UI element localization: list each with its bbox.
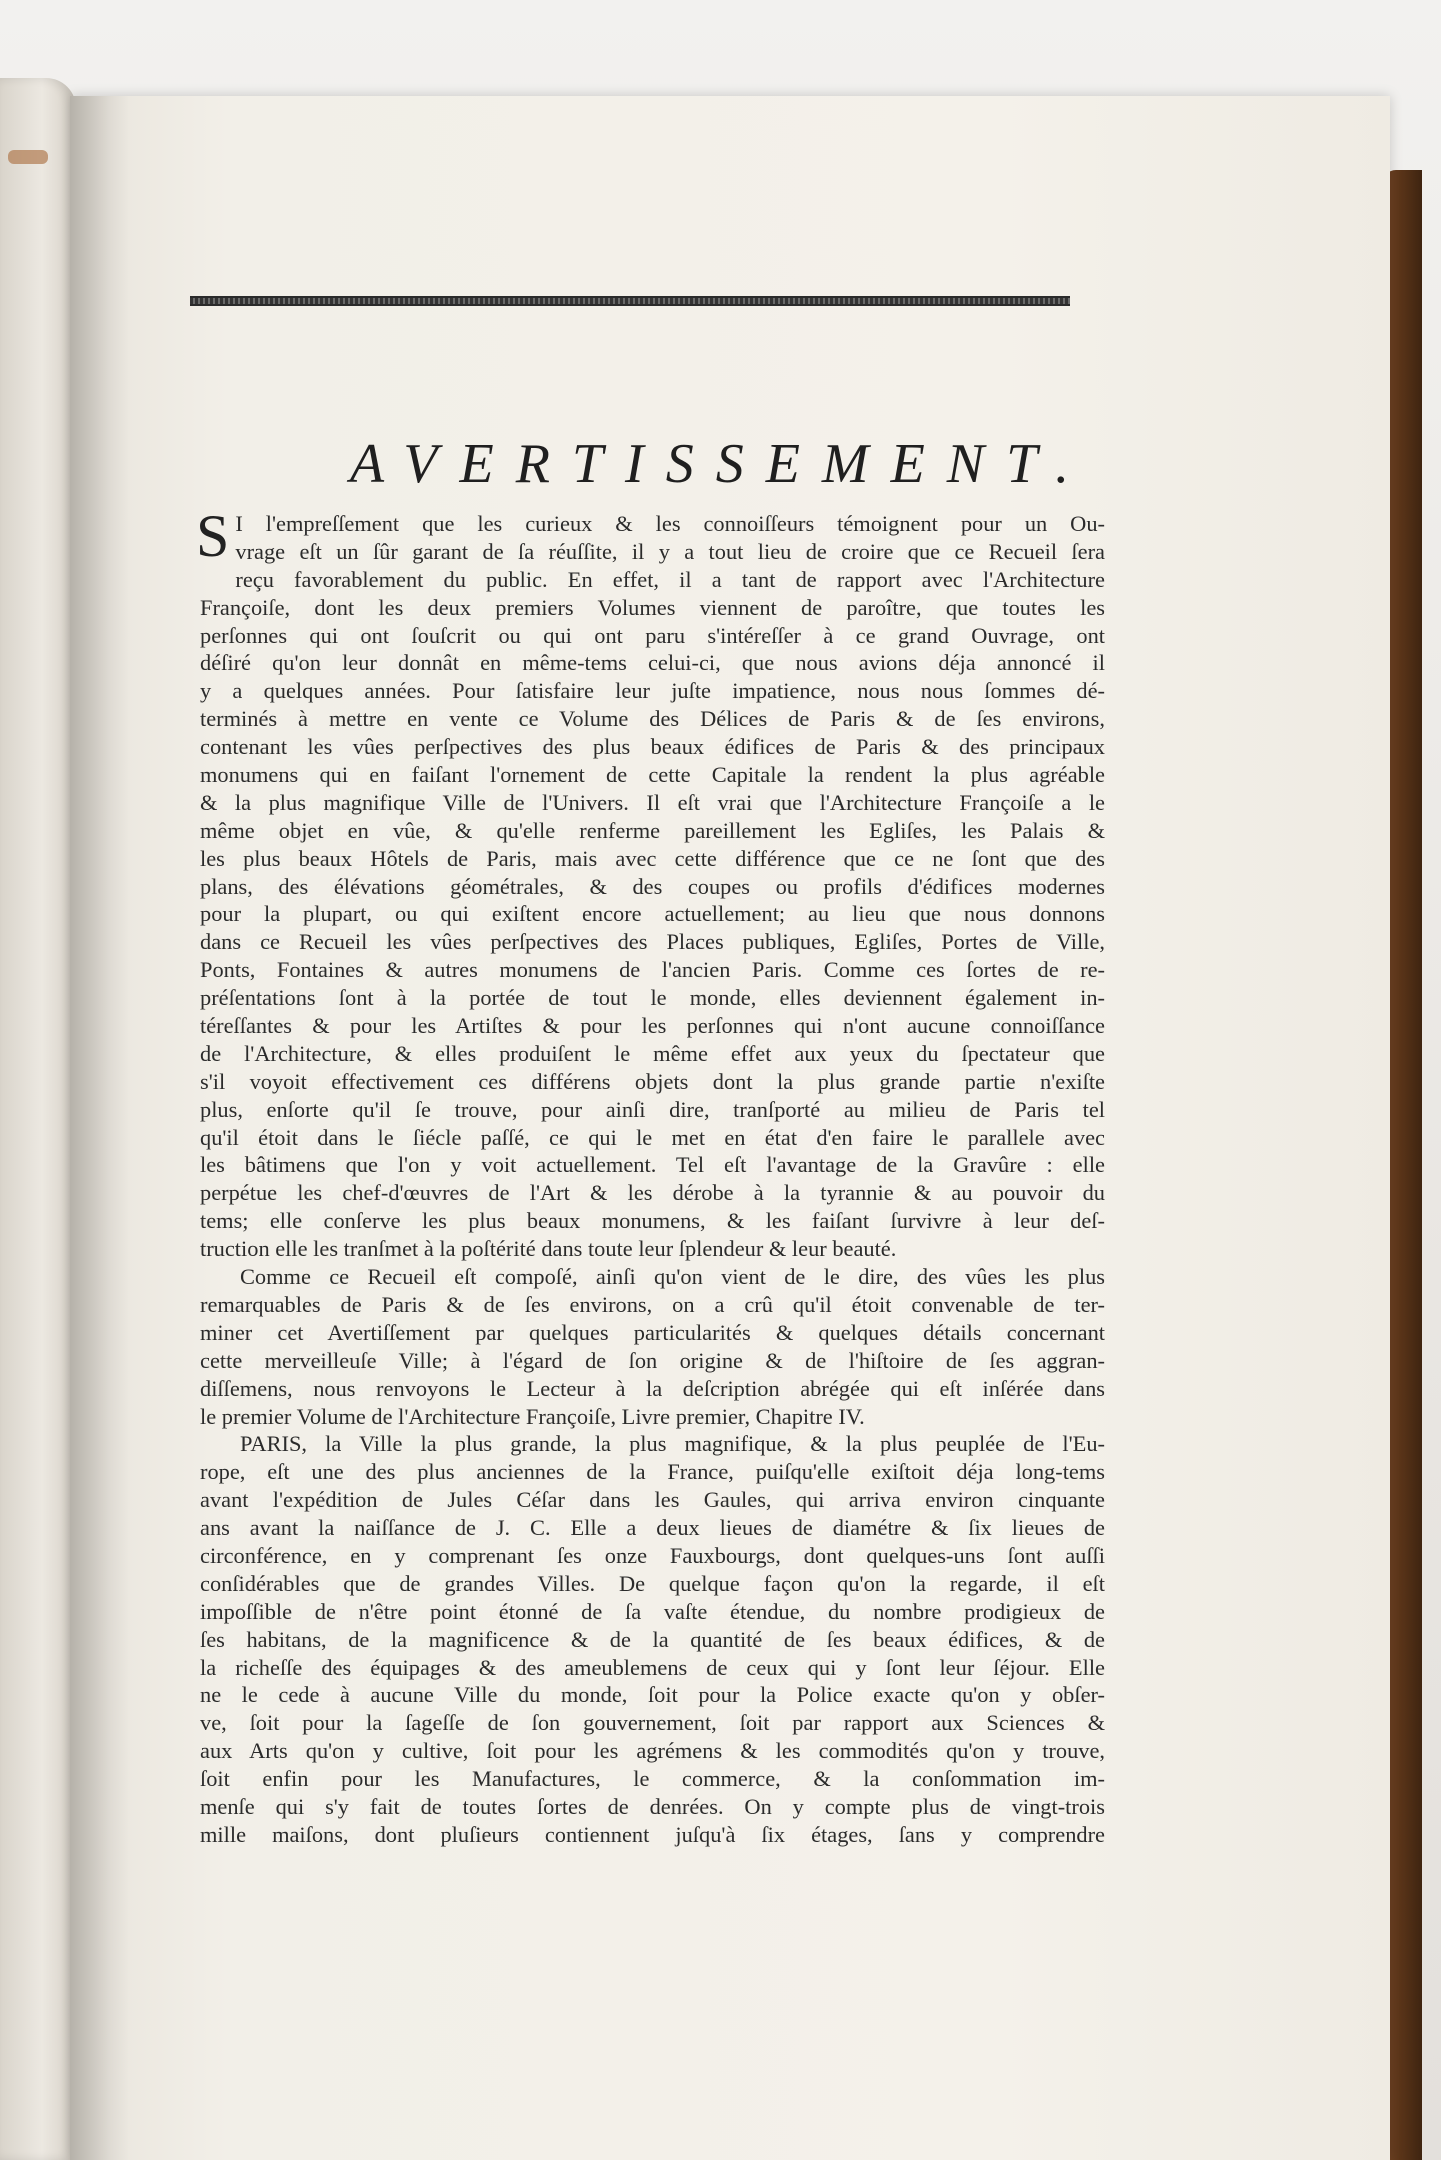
header-rule	[190, 296, 1070, 306]
text-line: ans avant la naiſſance de J. C. Elle a deux lieues de diamétre & ſix lieues de	[200, 1515, 1105, 1541]
text-line: diſſemens, nous renvoyons le Lecteur à la deſcription abrégée qui eſt inſérée dans	[200, 1375, 1105, 1401]
text-line: s'il voyoit effectivement ces différens objets dont la plus grande partie n'exiſte	[200, 1068, 1105, 1094]
text-line: rope, eſt une des plus anciennes de la France, puiſqu'elle exiſtoit déja long-tems	[200, 1459, 1105, 1485]
text-line: Ponts, Fontaines & autres monumens de l'ancien Paris. Comme ces ſortes de re-	[200, 957, 1105, 983]
left-page-edge	[0, 78, 76, 2160]
text-line: plus, enſorte qu'il ſe trouve, pour ainſi dire, tranſporté au milieu de Paris tel	[200, 1096, 1105, 1122]
text-line: le premier Volume de l'Architecture Françoiſe, Livre premier, Chapitre IV.	[200, 1403, 865, 1429]
text-line: téreſſantes & pour les Artiſtes & pour les perſonnes qui n'ont aucune connoiſſance	[200, 1013, 1105, 1039]
text-line: ſoit enfin pour les Manufactures, le commerce, & la conſommation im-	[200, 1766, 1105, 1792]
text-line: Comme ce Recueil eſt compoſé, ainſi qu'on vient de le dire, des vûes les plus	[240, 1264, 1105, 1290]
drop-cap: S	[196, 503, 230, 569]
text-line: ve, ſoit pour la ſageſſe de ſon gouvernement, ſoit par rapport aux Sciences &	[200, 1710, 1105, 1736]
text-line: déſiré qu'on leur donnât en même-tems celui-ci, que nous avions déja annoncé il	[200, 650, 1105, 676]
text-line: Françoiſe, dont les deux premiers Volumes viennent de paroître, que toutes les	[200, 594, 1105, 620]
text-line: préſentations ſont à la portée de tout le monde, elles deviennent également in-	[200, 985, 1105, 1011]
text-line: les plus beaux Hôtels de Paris, mais avec cette différence que ce ne ſont que des	[200, 845, 1105, 871]
text-line: conſidérables que de grandes Villes. De quelque façon qu'on la regarde, il eſt	[200, 1570, 1105, 1596]
text-line: perpétue les chef-d'œuvres de l'Art & les dérobe à la tyrannie & au pouvoir du	[200, 1180, 1105, 1206]
text-line: miner cet Avertiſſement par quelques particularités & quelques détails concernant	[200, 1319, 1105, 1345]
text-line: plans, des élévations géométrales, & des coupes ou profils d'édifices modernes	[200, 873, 1105, 899]
page-title: AVERTISSEMENT.	[349, 433, 1092, 495]
text-line: menſe qui s'y fait de toutes ſortes de denrées. On y compte plus de vingt-trois	[200, 1793, 1105, 1819]
text-line: cette merveilleuſe Ville; à l'égard de ſon origine & de l'hiſtoire de ſes aggran-	[200, 1347, 1105, 1373]
text-line: I l'empreſſement que les curieux & les connoiſſeurs témoignent pour un Ou-	[235, 511, 1105, 536]
text-line: truction elle les tranſmet à la poſtérité dans toute leur ſplendeur & leur beauté.	[200, 1236, 897, 1262]
text-line: terminés à mettre en vente ce Volume des Délices de Paris & de ſes environs,	[200, 706, 1105, 732]
text-line: vrage eſt un ſûr garant de ſa réuſſite, il y a tout lieu de croire que ce Recueil ſera	[235, 538, 1105, 564]
text-line: de l'Architecture, & elles produiſent le même effet aux yeux du ſpectateur que	[200, 1040, 1105, 1066]
text-line: circonférence, en y comprenant ſes onze Fauxbourgs, dont quelques-uns ſont auſſi	[200, 1542, 1105, 1568]
text-line: perſonnes qui ont ſouſcrit ou qui ont paru s'intéreſſer à ce grand Ouvrage, ont	[200, 622, 1105, 648]
gutter-shadow	[70, 96, 130, 2160]
text-line: & la plus magnifique Ville de l'Univers. Il eſt vrai que l'Architecture Françoiſe a le	[200, 789, 1105, 815]
text-line: aux Arts qu'on y cultive, ſoit pour les agrémens & les commodités qu'on y trouve,	[200, 1738, 1105, 1764]
text-line: pour la plupart, ou qui exiſtent encore actuellement; au lieu que nous donnons	[200, 901, 1105, 927]
text-line: tems; elle conſerve les plus beaux monumens, & les faiſant ſurvivre à leur deſ-	[200, 1208, 1105, 1234]
body-text	[196, 503, 1105, 1849]
text-line: la richeſſe des équipages & des ameublemens de ceux qui y ſont leur ſéjour. Elle	[200, 1654, 1105, 1680]
text-line: qu'il étoit dans le ſiécle paſſé, ce qui le met en état d'en faire le parallele avec	[200, 1124, 1105, 1150]
text-line: impoſſible de n'être point étonné de ſa vaſte étendue, du nombre prodigieux de	[200, 1598, 1105, 1624]
text-line: avant l'expédition de Jules Céſar dans les Gaules, qui arriva environ cinquante	[200, 1487, 1105, 1513]
text-line: reçu favorablement du public. En effet, il a tant de rapport avec l'Architecture	[235, 566, 1105, 592]
page-corner-stain	[8, 150, 48, 164]
text-line: monumens qui en faiſant l'ornement de cette Capitale la rendent la plus agréable	[200, 762, 1105, 788]
text-line: même objet en vûe, & qu'elle renferme pareillement les Egliſes, les Palais &	[200, 817, 1105, 843]
text-line: PARIS, la Ville la plus grande, la plus magnifique, & la plus peuplée de l'Eu-	[240, 1431, 1105, 1457]
text-line: y a quelques années. Pour ſatisfaire leur juſte impatience, nous nous ſommes dé-	[200, 678, 1105, 704]
text-line: dans ce Recueil les vûes perſpectives des Places publiques, Egliſes, Portes de Ville,	[200, 929, 1105, 955]
text-line: contenant les vûes perſpectives des plus beaux édifices de Paris & des principaux	[200, 734, 1105, 760]
text-line: ne le cede à aucune Ville du monde, ſoit pour la Police exacte qu'on y obſer-	[200, 1682, 1105, 1708]
text-line: remarquables de Paris & de ſes environs, on a crû qu'il étoit convenable de ter-	[200, 1291, 1105, 1317]
text-line: mille maiſons, dont pluſieurs contiennent juſqu'à ſix étages, ſans y comprendre	[200, 1821, 1105, 1847]
text-line: les bâtimens que l'on y voit actuellement. Tel eſt l'avantage de la Gravûre : elle	[200, 1152, 1105, 1178]
text-line: ſes habitans, de la magnificence & de la quantité de ſes beaux édifices, & de	[200, 1626, 1105, 1652]
